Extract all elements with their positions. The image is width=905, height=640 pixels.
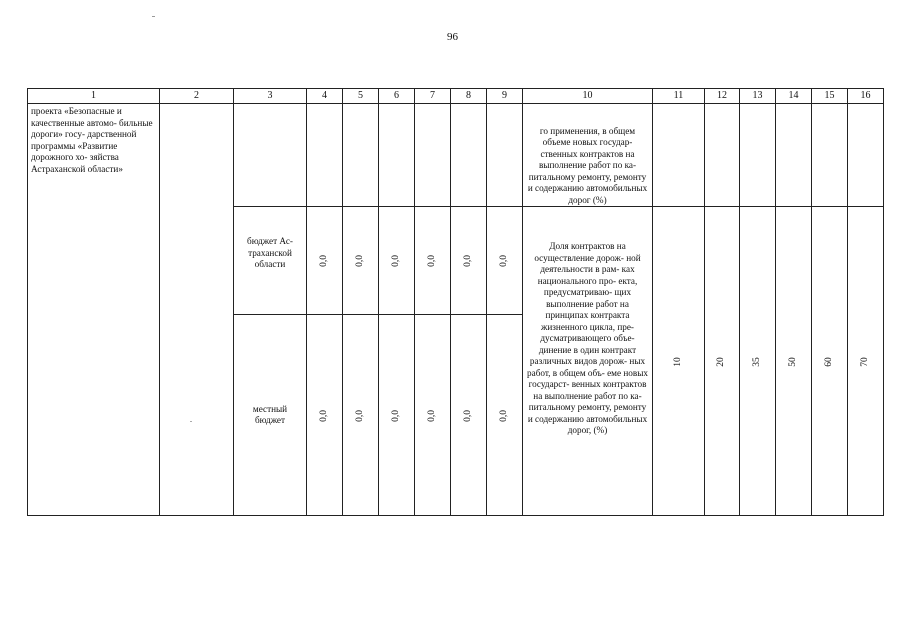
empty-cell [705,104,740,207]
value-cell [343,207,379,315]
target-value-cell [776,207,812,516]
empty-cell [234,104,307,207]
target-value: 70 [859,356,870,367]
empty-cell [653,104,705,207]
header-cell: 8 [451,89,487,104]
target-value-cell [812,207,848,516]
empty-cell [740,104,776,207]
target-value-cell [705,207,740,516]
header-cell: 15 [812,89,848,104]
target-value: 50 [787,356,798,367]
page-number: 96 [447,31,458,43]
header-cell: 10 [523,89,653,104]
value-cell [415,315,451,516]
empty-cell [415,104,451,207]
header-cell: 4 [307,89,343,104]
header-cell: 11 [653,89,705,104]
target-value: 60 [823,356,834,367]
scan-speck [152,16,155,17]
budget-value: 0,0 [318,255,329,267]
empty-cell [451,104,487,207]
header-cell: 16 [848,89,884,104]
header-cell: 9 [487,89,523,104]
header-cell: 13 [740,89,776,104]
value-cell [415,207,451,315]
target-value-cell [653,207,705,516]
budget-value: 0,0 [498,409,509,422]
header-cell: 3 [234,89,307,104]
target-value-cell [848,207,884,516]
budget-value: 0,0 [318,409,329,422]
target-value: 10 [672,356,683,367]
budget-source-cell: бюджет Ас- траханской области [234,207,307,315]
value-cell [379,207,415,315]
empty-cell [812,104,848,207]
empty-cell [487,104,523,207]
budget-value: 0,0 [390,255,401,267]
empty-cell [379,104,415,207]
value-cell [343,315,379,516]
header-cell: 1 [28,89,160,104]
value-cell [307,315,343,516]
header-cell: 6 [379,89,415,104]
value-cell [487,207,523,315]
budget-value: 0,0 [426,255,437,267]
budget-value: 0,0 [390,409,401,422]
indicator-text-cell: Доля контрактов на осуществление дорож- ной деятельности в рам- ках национального про- екта, предусматриваю- щих выполнение работ на принципах контракта жизненного цикла, пре- дусматривающего объе- динение в один контракт различных видов дорож- ных работ, в общем объ- еме новых государст- венных контрактов на выполнение работ по ка- питальному ремонту, ремонту и содержанию автомобильных дорог, (%) [523,207,653,516]
header-cell: 7 [415,89,451,104]
value-cell [487,315,523,516]
budget-value: 0,0 [354,255,365,267]
target-value-cell [740,207,776,516]
program-table [27,88,884,516]
budget-value: 0,0 [462,255,473,267]
header-cell: 12 [705,89,740,104]
budget-value: 0,0 [462,409,473,422]
value-cell [307,207,343,315]
empty-cell [307,104,343,207]
header-row [28,89,884,104]
header-cell: 14 [776,89,812,104]
header-cell: 2 [160,89,234,104]
budget-value: 0,0 [354,409,365,422]
target-value: 20 [716,356,727,367]
indicator-text-cell: го применения, в общем объеме новых государ- ственных контрактов на выполнение работ по ка- питальному ремонту, ремонту и содержанию автомобильных дорог (%) [523,104,653,207]
budget-value: 0,0 [498,255,509,267]
value-cell [451,207,487,315]
table-row [28,104,884,207]
project-name-cell: проекта «Безопасные и качественные автомо- бильные дороги» госу- дарственной программы «Развитие дорожного хо- зяйства Астраханской области» [28,104,160,516]
budget-source-cell: местный бюджет [234,315,307,516]
value-cell [451,315,487,516]
empty-cell [343,104,379,207]
empty-cell [160,104,234,516]
budget-value: 0,0 [426,409,437,422]
value-cell [379,315,415,516]
empty-cell [848,104,884,207]
empty-cell [776,104,812,207]
header-cell: 5 [343,89,379,104]
target-value: 35 [751,356,762,367]
